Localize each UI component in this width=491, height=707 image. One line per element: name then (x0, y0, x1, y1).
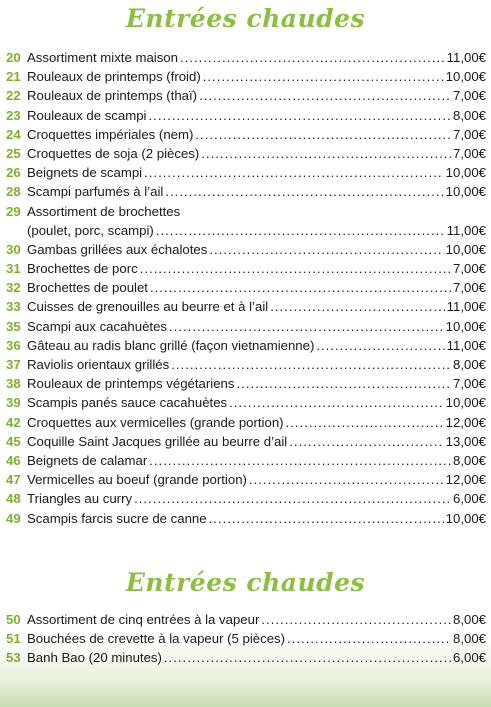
menu-item (6, 165, 486, 184)
item-price: 12,00€ (445, 414, 486, 430)
leader-dots (261, 612, 451, 627)
item-name: Banh Bao (20 minutes) (27, 650, 162, 666)
item-name: Scampis farcis sucre de canne (27, 510, 207, 526)
item-name: Triangles au curry (27, 491, 133, 507)
item-number: 46 (6, 452, 21, 468)
leader-dots (171, 357, 451, 372)
menu-item (6, 395, 486, 414)
item-number: 49 (6, 510, 21, 526)
item-price: 8,00€ (452, 107, 486, 123)
item-name: Gambas grillées aux échalotes (27, 241, 208, 257)
item-name: Croquettes impériales (nem) (27, 126, 194, 142)
item-number: 36 (6, 337, 21, 353)
item-number: 50 (6, 612, 21, 627)
item-price: 6,00€ (452, 491, 486, 507)
item-name: Croquettes aux vermicelles (grande portion) (27, 414, 284, 430)
leader-dots (203, 69, 444, 84)
item-price: 10,00€ (445, 165, 486, 181)
item-name: Cuisses de grenouilles au beurre et à l’ail (27, 299, 269, 315)
item-number: 35 (6, 318, 21, 334)
menu-item (6, 127, 486, 146)
item-name: Coquille Saint Jacques grillée au beurre d’ail (27, 433, 288, 449)
item-price: 10,00€ (445, 69, 486, 85)
item-number: 31 (6, 261, 21, 277)
leader-dots (249, 472, 444, 487)
menu-item (6, 357, 486, 376)
menu-item (6, 50, 486, 69)
item-number: 39 (6, 395, 21, 411)
item-name: Brochettes de poulet (27, 280, 148, 296)
item-price: 11,00€ (446, 50, 486, 65)
item-price: 11,00€ (446, 222, 486, 238)
item-name: Scampi parfumés à l’ail (27, 184, 164, 200)
leader-dots (209, 242, 443, 257)
item-name: Brochettes de porc (27, 261, 138, 277)
leader-dots (169, 319, 444, 334)
item-price: 10,00€ (445, 318, 486, 334)
leader-dots (164, 650, 451, 665)
menu-item (6, 69, 486, 88)
item-name: Beignets de calamar (27, 452, 148, 468)
menu-list-2 (6, 612, 486, 670)
menu-item (6, 184, 486, 203)
item-price: 10,00€ (445, 395, 486, 411)
leader-dots (209, 511, 444, 526)
leader-dots (165, 184, 443, 199)
leader-dots (270, 299, 444, 314)
item-price: 8,00€ (452, 631, 486, 647)
leader-dots (149, 453, 451, 468)
menu-item (6, 434, 486, 453)
menu-item (6, 338, 486, 357)
item-price: 11,00€ (446, 299, 486, 315)
item-name: Assortiment de brochettes (27, 203, 181, 219)
menu-item (6, 108, 486, 127)
item-price: 7,00€ (452, 376, 486, 392)
menu-item (6, 376, 486, 395)
item-number: 53 (6, 650, 21, 666)
item-number: 29 (6, 203, 21, 219)
menu-item (6, 650, 486, 669)
leader-dots (195, 127, 451, 142)
item-price: 8,00€ (452, 357, 486, 372)
menu-item (6, 261, 486, 280)
leader-dots (180, 50, 445, 65)
item-number: 32 (6, 280, 21, 296)
menu-item (6, 491, 486, 510)
item-price: 10,00€ (445, 510, 486, 526)
item-price: 7,00€ (452, 88, 486, 104)
menu-item (6, 146, 486, 165)
item-name: Rouleaux de printemps (froid) (27, 69, 201, 85)
item-price: 10,00€ (445, 241, 486, 257)
item-name: Beignets de scampi (27, 165, 143, 181)
item-number: 33 (6, 299, 21, 315)
leader-dots (287, 631, 451, 646)
menu-item (6, 472, 486, 491)
leader-dots (201, 146, 451, 161)
leader-dots (236, 376, 451, 391)
item-name: Scampis panés sauce cacahuètes (27, 395, 228, 411)
item-number: 30 (6, 241, 21, 257)
item-number: 23 (6, 107, 21, 123)
leader-dots (150, 280, 451, 295)
menu-item (6, 453, 486, 472)
item-name: Rouleaux de scampi (27, 107, 147, 123)
leader-dots (140, 261, 451, 276)
item-name: Gâteau au radis blanc grillé (façon vietnamienne) (27, 337, 315, 353)
leader-dots (134, 491, 451, 506)
menu-item (6, 612, 486, 631)
item-number: 24 (6, 126, 21, 142)
item-name: Scampi aux cacahuètes (27, 318, 168, 334)
item-number: 47 (6, 472, 21, 488)
item-number: 48 (6, 491, 21, 507)
menu-item (6, 511, 486, 530)
item-name: Rouleaux de printemps végétariens (27, 376, 235, 392)
menu-item (6, 280, 486, 299)
section-title-2: Entrées chaudes (125, 568, 366, 597)
item-price: 13,00€ (445, 433, 486, 449)
menu-item (6, 319, 486, 338)
item-number: 21 (6, 69, 21, 85)
menu-item-continuation (6, 223, 486, 242)
item-name: Assortiment mixte maison (27, 50, 178, 65)
item-number: 38 (6, 376, 21, 392)
item-number: 28 (6, 184, 21, 200)
item-number: 22 (6, 88, 21, 104)
menu-item (6, 242, 486, 261)
item-price: 7,00€ (452, 145, 486, 161)
item-price: 11,00€ (446, 337, 486, 353)
item-price: 10,00€ (445, 184, 486, 200)
item-price: 7,00€ (452, 126, 486, 142)
leader-dots (199, 88, 451, 103)
item-name: Croquettes de soja (2 pièces) (27, 145, 200, 161)
item-number: 37 (6, 357, 21, 372)
item-number: 25 (6, 145, 21, 161)
item-name: Raviolis orientaux grillés (27, 357, 170, 372)
menu-item (6, 415, 486, 434)
leader-dots (144, 165, 444, 180)
item-price: 7,00€ (452, 280, 486, 296)
item-price: 8,00€ (452, 612, 486, 627)
menu-item (6, 204, 486, 223)
item-price: 12,00€ (445, 472, 486, 488)
menu-list-1 (6, 50, 486, 530)
leader-dots (289, 434, 443, 449)
item-price: 8,00€ (452, 452, 486, 468)
item-name: Assortiment de cinq entrées à la vapeur (27, 612, 260, 627)
item-number: 20 (6, 50, 21, 65)
item-name: Bouchées de crevette à la vapeur (5 pièces) (27, 631, 286, 647)
leader-dots (316, 338, 444, 353)
item-price: 6,00€ (452, 650, 486, 666)
item-number: 51 (6, 631, 21, 647)
item-name-detail: (poulet, porc, scampi) (27, 222, 154, 238)
leader-dots (229, 395, 444, 410)
leader-dots (156, 223, 445, 238)
item-number: 26 (6, 165, 21, 181)
section-title-1: Entrées chaudes (125, 4, 366, 33)
leader-dots (149, 108, 451, 123)
item-name: Vermicelles au boeuf (grande portion) (27, 472, 247, 488)
menu-item (6, 299, 486, 318)
item-name: Rouleaux de printemps (thaï) (27, 88, 198, 104)
item-number: 42 (6, 414, 21, 430)
menu-item (6, 88, 486, 107)
leader-dots (286, 415, 444, 430)
item-price: 7,00€ (452, 261, 486, 277)
menu-item (6, 631, 486, 650)
item-number: 45 (6, 433, 21, 449)
